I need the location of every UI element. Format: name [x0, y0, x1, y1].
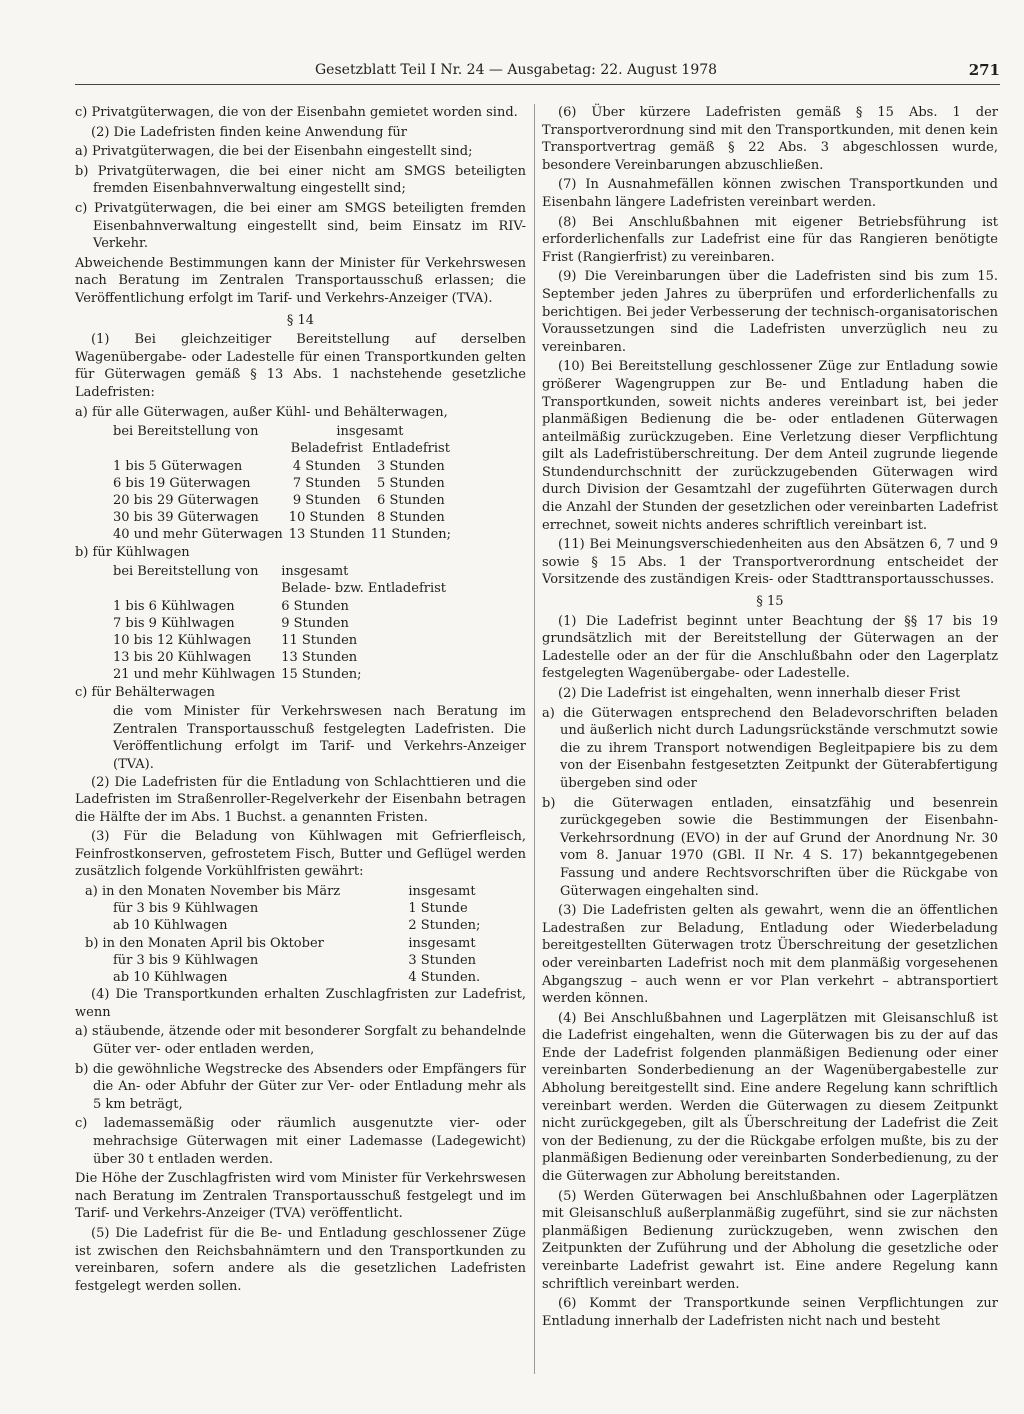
- paragraph: (11) Bei Meinungsverschiedenheiten aus den Absätzen 6, 7 und 9 sowie § 15 Abs. 1 der Transportverordnung entscheidet der Vorsitzende des zuständigen Kreis- oder Stadttransportausschusses.: [542, 537, 998, 588]
- paragraph: Abweichende Bestimmungen kann der Minister für Verkehrswesen nach Beratung im Zentralen Transportausschuß erlassen; die Veröffentlichung erfolgt im Tarif- und Verkehrs-Anzeiger (TVA).: [75, 255, 526, 306]
- paragraph: (7) In Ausnahmefällen können zwischen Transportkunden und Eisenbahn längere Ladefristen vereinbart werden.: [542, 177, 998, 210]
- paragraph: (2) Die Ladefristen für die Entladung von Schlachttieren und die Ladefristen im Straßenroller-Regelverkehr der Eisenbahn betragen die Hälfte der im Abs. 1 Buchst. a genannten Fristen.: [75, 774, 526, 825]
- paragraph: (6) Kommt der Transportkunde seinen Verpflichtungen zur Entladung innerhalb der Ladefristen nicht nach und besteht: [542, 1296, 998, 1329]
- table-row: 21 und mehr Kühlwagen 15 Stunden;: [113, 667, 362, 683]
- paragraph: (9) Die Vereinbarungen über die Ladefristen sind bis zum 15. September jeden Jahres zu überprüfen und erforderlichenfalls zu berichtigen. Bei jeder Verbesserung der technisch-organisatorischen Voraussetzungen sind die Ladefristen unverzüglich neu zu vereinbaren.: [542, 269, 998, 355]
- table-row: 13 bis 20 Kühlwagen 13 Stunden: [113, 650, 358, 666]
- paragraph: (5) Die Ladefrist für die Be- und Entladung geschlossener Züge ist zwischen den Reichsbahnämtern und den Transportkunden zu vereinbaren, sofern andere als die gesetzlichen Ladefristen festgelegt werden sollen.: [75, 1226, 526, 1294]
- table-row: b) in den Monaten April bis Oktober insgesamt: [85, 935, 476, 951]
- list-item: a) stäubende, ätzende oder mit besonderer Sorgfalt zu behandelnde Güter ver- oder entladen werden,: [75, 1024, 526, 1058]
- paragraph: die vom Minister für Verkehrswesen nach Beratung im Zentralen Transportausschuß festgelegten Ladefristen. Die Veröffentlichung erfolgt im Tarif- und Verkehrs-Anzeiger (TVA).: [113, 704, 526, 772]
- list-item: c) lademassemäßig oder räumlich ausgenutzte vier- oder mehrachsige Güterwagen mit einer Lademasse (Ladegewicht) über 30 t entladen werden.: [75, 1116, 526, 1167]
- vorkuehlfristen-table: [85, 883, 505, 986]
- paragraph: (6) Über kürzere Ladefristen gemäß § 15 Abs. 1 der Transportverordnung sind mit den Transportkunden, mit denen kein Transportvertrag gemäß § 22 Abs. 3 abgeschlossen wurde, besondere Vereinbarungen abzuschließen.: [542, 105, 998, 173]
- ladefrist-table-gueterwagen: [113, 423, 457, 543]
- table-header: bei Bereitstellung von: [113, 424, 259, 440]
- paragraph: (2) Die Ladefrist ist eingehalten, wenn innerhalb dieser Frist: [558, 686, 961, 701]
- paragraph: (8) Bei Anschlußbahnen mit eigener Betriebsführung ist erforderlichenfalls zur Ladefrist eine für das Rangieren benötigte Frist (Rangierfrist) zu vereinbaren.: [542, 214, 998, 265]
- paragraph: c) Privatgüterwagen, die von der Eisenbahn gemietet worden sind.: [75, 105, 518, 120]
- paragraph: (3) Für die Beladung von Kühlwagen mit Gefrierfleisch, Feinfrostkonserven, gefrostetem Fisch, Butter und Geflügel werden zusätzlich folgende Vorkühlfristen gewährt:: [75, 829, 526, 880]
- list-item: b) Privatgüterwagen, die bei einer nicht am SMGS beteiligten fremden Eisenbahnverwaltung eingestellt sind;: [75, 163, 526, 197]
- column-divider: [534, 104, 535, 1374]
- paragraph: (3) Die Ladefristen gelten als gewahrt, wenn die an öffentlichen Ladestraßen zur Beladung, Entladung oder Wiederbeladung bereitgestellten Güterwagen trotz Überschreitung der gesetzlichen oder vereinbarten Ladefrist noch mit dem planmäßig vorgesehenen Abgangszug – auch wenn er vor Plan verkehrt – abtransportiert werden können.: [542, 903, 998, 1007]
- paragraph: (1) Die Ladefrist beginnt unter Beachtung der §§ 17 bis 19 grundsätzlich mit der Bereitstellung der Güterwagen an der Ladestelle oder an der für die Anschlußbahn oder den Lagerplatz festgelegten Wagenübergabe- oder Ladestelle.: [542, 613, 998, 682]
- page-number: 271: [968, 61, 1000, 79]
- list-item: b) für Kühlwagen: [75, 544, 190, 560]
- table-row: a) in den Monaten November bis März insgesamt: [85, 884, 476, 900]
- header-title: Gesetzblatt Teil I Nr. 24 — Ausgabetag: 22. August 1978: [315, 62, 718, 78]
- section-heading: § 15: [756, 594, 784, 610]
- table-header: Entladefrist: [371, 441, 450, 457]
- list-item: b) die gewöhnliche Wegstrecke des Absenders oder Empfängers für die An- oder Abfuhr der Güter zur Ver- oder Entladung mehr als 5 km beträgt,: [75, 1061, 526, 1112]
- table-row: für 3 bis 9 Kühlwagen 1 Stunde: [113, 901, 468, 917]
- paragraph: Die Höhe der Zuschlagfristen wird vom Minister für Verkehrswesen nach Beratung im Zentralen Transportausschuß festgelegt und im Tarif- und Verkehrs-Anzeiger (TVA) veröffentlicht.: [75, 1171, 526, 1222]
- list-item: c) für Behälterwagen: [75, 684, 215, 700]
- table-row: ab 10 Kühlwagen 4 Stunden.: [113, 970, 481, 986]
- paragraph: (5) Werden Güterwagen bei Anschlußbahnen oder Lagerplätzen mit Gleisanschluß außerplanmäßig zugeführt, sind sie zur nächsten planmäßigen Bedienung zurückzugeben, wenn zwischen den Zeitpunkten der Zuführung und der Abholung die gesetzliche oder vereinbarte Ladefrist gewahrt ist. Eine andere Regelung kann schriftlich vereinbart werden.: [542, 1188, 998, 1292]
- ladefrist-table-kuehlwagen: [113, 563, 452, 683]
- list-item: c) Privatgüterwagen, die bei einer am SMGS beteiligten fremden Eisenbahnverwaltung eingestellt sind, beim Einsatz im RIV-Verkehr.: [75, 200, 526, 252]
- table-row: 1 bis 5 Güterwagen 4 Stunden 3 Stunden: [113, 458, 445, 474]
- table-row: 6 bis 19 Güterwagen 7 Stunden 5 Stunden: [113, 475, 445, 491]
- right-column: [542, 104, 998, 1332]
- table-row: 30 bis 39 Güterwagen 10 Stunden 8 Stunden: [113, 510, 445, 526]
- paragraph: (10) Bei Bereitstellung geschlossener Züge zur Entladung sowie größerer Wagengruppen zur Be- und Entladung haben die Transportkunden, soweit nichts anderes vereinbart ist, bei jeder planmäßigen Bedienung die be- oder entladenen Güterwagen anteilmäßig zurückzugeben. Eine Verletzung dieser Verpflichtung gilt als Ladefristüberschreitung. Der dem Anteil zugrunde liegende Stundendurchschnitt der zurückzugebenden Güterwagen wird durch Division der Gesamtzahl der zugeführten Güterwagen durch die Anzahl der Stunden der gesetzlichen oder vereinbarten Ladefrist errechnet, soweit nichts anderes schriftlich vereinbart ist.: [542, 359, 998, 533]
- table-row: 1 bis 6 Kühlwagen 6 Stunden: [113, 598, 349, 614]
- paragraph: (4) Bei Anschlußbahnen und Lagerplätzen mit Gleisanschluß ist die Ladefrist eingehalten, wenn die Güterwagen bis zu der auf das Ende der Ladefrist folgenden planmäßigen Bedienung oder einer vereinbarten Sonderbedienung an der Wagenübergabestelle zur Abholung bereitgestellt sind. Eine andere Regelung kann schriftlich vereinbart werden. Werden die Güterwagen zu diesem Zeitpunkt nicht zurückgegeben, gilt als Überschreitung der Ladefrist die Zeit von der Bedienung, zu der die Rückgabe erfolgen mußte, bis zu der planmäßigen Bedienung oder vereinbarten Sonderbedienung, zu der die Güterwagen zur Abholung bereitstanden.: [542, 1010, 998, 1185]
- table-header: Beladefrist: [290, 441, 363, 457]
- list-item: a) Privatgüterwagen, die bei der Eisenbahn eingestellt sind;: [75, 144, 473, 160]
- list-item: a) die Güterwagen entsprechend den Beladevorschriften beladen und äußerlich nicht durch Ladungsrückstände verschmutzt sowie die zu ihrem Transport notwendigen Begleitpapiere bis zu dem von der Eisenbahn festgesetzten Zeitpunkt der Güterabfertigung übergeben sind oder: [542, 705, 998, 791]
- paragraph: (1) Bei gleichzeitiger Bereitstellung auf derselben Wagenübergabe- oder Ladestelle für einen Transportkunden gelten für Güterwagen gemäß § 13 Abs. 1 nachstehende gesetzliche Ladefristen:: [75, 332, 526, 400]
- table-header: insgesamt: [281, 564, 349, 580]
- table-header: insgesamt: [336, 424, 404, 440]
- list-item: b) die Güterwagen entladen, einsatzfähig und besenrein zurückgegeben sowie die Bestimmungen der Eisenbahn-Verkehrsordnung (EVO) in der auf Grund der Anordnung Nr. 30 vom 8. Januar 1970 (GBl. II Nr. 4 S. 17) bekanntgegebenen Fassung und andere Rechtsvorschriften über die Rückgabe von Güterwagen eingehalten sind.: [542, 795, 998, 899]
- table-row: ab 10 Kühlwagen 2 Stunden;: [113, 918, 481, 934]
- table-row: für 3 bis 9 Kühlwagen 3 Stunden: [113, 952, 477, 968]
- table-row: 7 bis 9 Kühlwagen 9 Stunden: [113, 615, 349, 631]
- table-row: 10 bis 12 Kühlwagen 11 Stunden: [113, 632, 358, 648]
- list-item: a) für alle Güterwagen, außer Kühl- und Behälterwagen,: [75, 404, 448, 420]
- table-row: 20 bis 29 Güterwagen 9 Stunden 6 Stunden: [113, 492, 445, 508]
- page-header: [75, 62, 1000, 85]
- table-header: bei Bereitstellung von: [113, 564, 259, 580]
- section-heading: § 14: [286, 312, 315, 328]
- paragraph: (4) Die Transportkunden erhalten Zuschlagfristen zur Ladefrist, wenn: [75, 987, 526, 1020]
- paragraph: (2) Die Ladefristen finden keine Anwendung für: [91, 124, 407, 140]
- left-column: [75, 104, 526, 1297]
- table-header: Belade- bzw. Entladefrist: [281, 581, 447, 597]
- table-row: 40 und mehr Güterwagen 13 Stunden 11 Stunden;: [113, 527, 452, 543]
